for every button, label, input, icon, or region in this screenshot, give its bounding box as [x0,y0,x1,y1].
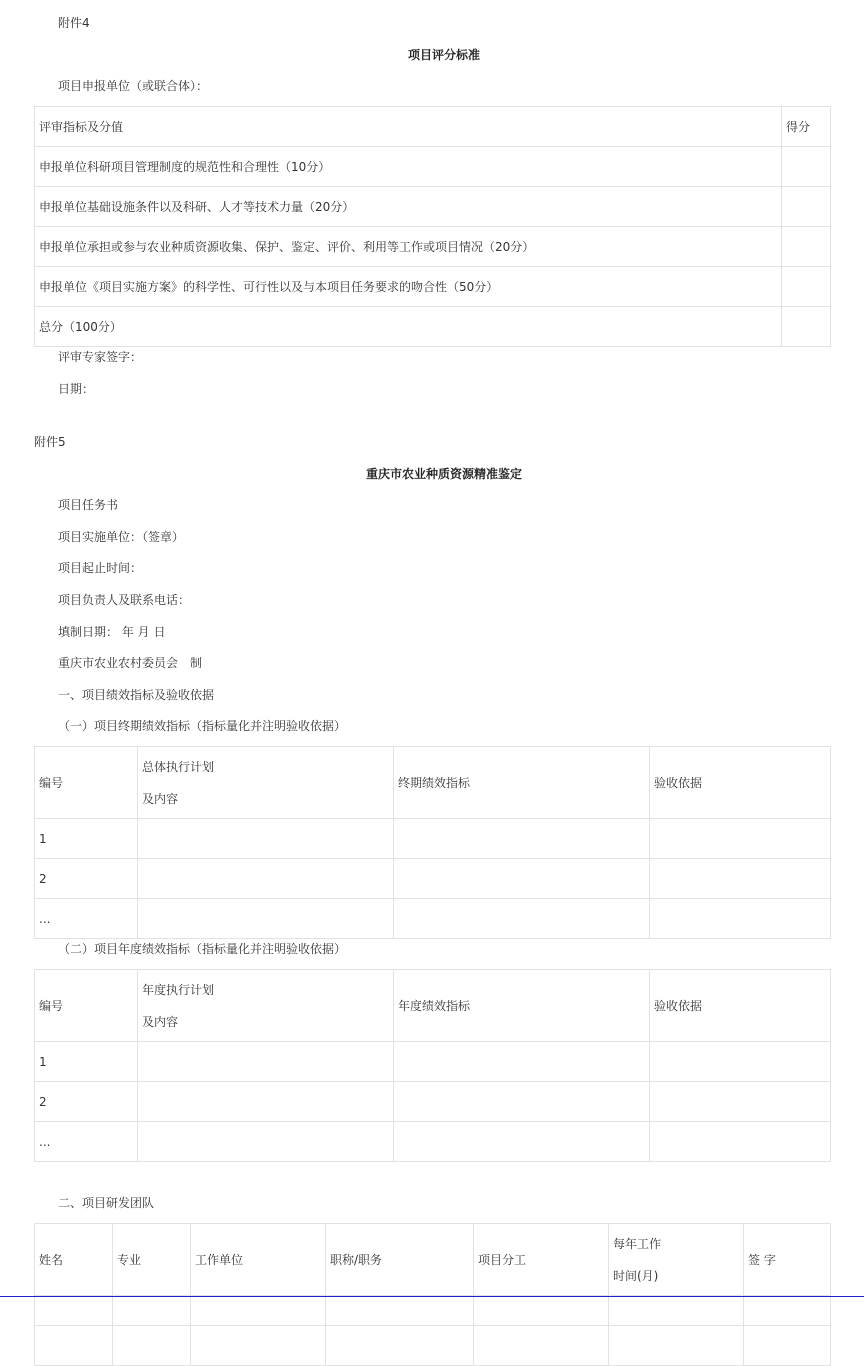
table-header-cell: 验收依据 [650,970,831,1042]
attachment4-title: 项目评分标准 [407,48,480,62]
table-header-cell: 姓名 [35,1224,113,1296]
table-row [35,1326,831,1366]
table-row [35,1042,831,1082]
table-cell [744,1296,831,1326]
table-header-cell [138,970,394,1042]
table-row [35,307,831,347]
table-cell: 1 [35,819,138,859]
table-header-cell: 编号 [35,747,138,819]
table-cell [138,859,394,899]
table-cell [326,1326,474,1366]
final-indicator-table [34,746,831,939]
table-row [35,970,831,1042]
table-cell: 1 [35,1042,138,1082]
table-row [35,1122,831,1162]
expert-signature-line: 评审专家签字： [58,350,143,364]
attachment5-title: 重庆市农业种质资源精准鉴定 [365,467,522,481]
table-cell [138,819,394,859]
section-heading: 二、项目研发团队 [58,1196,155,1210]
table-cell [35,1326,113,1366]
table-header-cell: 工作单位 [191,1224,326,1296]
scoring-table [34,106,831,347]
table-cell [138,1082,394,1122]
table-cell [650,1042,831,1082]
table-cell [609,1326,744,1366]
table-cell: 申报单位基础设施条件以及科研、人才等技术力量（20分） [35,187,782,227]
header-text: 每年工作 [613,1236,662,1251]
table-header-cell: 职称/职务 [326,1224,474,1296]
table-cell [326,1296,474,1326]
attachment5-label: 附件5 [34,435,66,449]
score-cell [782,147,831,187]
table-cell [394,899,650,939]
header-text: 及内容 [142,791,179,806]
table-cell [394,1122,650,1162]
table-row [35,187,831,227]
table-row [35,859,831,899]
table-cell [394,1082,650,1122]
subsection-heading: （一）项目终期绩效指标（指标量化并注明验收依据） [58,719,347,733]
table-cell: 2 [35,859,138,899]
table-cell [650,1082,831,1122]
table-cell [474,1296,609,1326]
header-text: 及内容 [142,1014,179,1029]
annual-indicator-table [34,969,831,1162]
issuer-line: 重庆市农业农村委员会 制 [58,656,203,670]
table-header-cell [138,747,394,819]
table-header-cell: 评审指标及分值 [35,107,782,147]
header-text: 年度执行计划 [142,982,215,997]
table-header-cell: 签 字 [744,1224,831,1296]
table-cell [113,1326,191,1366]
divider-line [0,1296,864,1297]
table-cell [650,819,831,859]
table-cell: 总分（100分） [35,307,782,347]
task-book-line: 项目任务书 [58,498,119,512]
table-cell [394,819,650,859]
attachment4-label: 附件4 [58,16,90,30]
table-row [35,227,831,267]
table-header-cell: 得分 [782,107,831,147]
score-cell [782,267,831,307]
table-row [35,107,831,147]
subsection-heading: （二）项目年度绩效指标（指标量化并注明验收依据） [58,942,347,956]
table-header-cell: 终期绩效指标 [394,747,650,819]
table-cell [650,859,831,899]
table-cell: 申报单位承担或参与农业种质资源收集、保护、鉴定、评价、利用等工作或项目情况（20分） [35,227,782,267]
table-cell [138,1042,394,1082]
applicant-unit-line: 项目申报单位（或联合体）： [58,79,209,93]
table-cell [35,1296,113,1326]
table-cell [650,1122,831,1162]
date-line: 日期： [58,382,95,396]
header-text: 总体执行计划 [142,759,215,774]
table-header-cell: 编号 [35,970,138,1042]
table-header-cell: 验收依据 [650,747,831,819]
table-header-cell: 项目分工 [474,1224,609,1296]
score-cell [782,307,831,347]
table-cell: 申报单位《项目实施方案》的科学性、可行性以及与本项目任务要求的吻合性（50分） [35,267,782,307]
table-cell [394,1042,650,1082]
table-cell [138,899,394,939]
table-row [35,1224,831,1296]
section-heading: 一、项目绩效指标及验收依据 [58,688,215,702]
table-cell [394,859,650,899]
table-row [35,147,831,187]
table-row [35,899,831,939]
table-cell [138,1122,394,1162]
table-row [35,267,831,307]
score-cell [782,187,831,227]
table-header-cell [609,1224,744,1296]
table-row [35,747,831,819]
table-cell: 2 [35,1082,138,1122]
score-cell [782,227,831,267]
table-cell [474,1326,609,1366]
implementing-unit-line: 项目实施单位：（签章） [58,530,185,544]
table-cell [191,1296,326,1326]
table-row [35,1296,831,1326]
table-header-cell: 年度绩效指标 [394,970,650,1042]
table-header-cell: 专业 [113,1224,191,1296]
table-cell [191,1326,326,1366]
table-cell: ... [35,899,138,939]
table-cell [113,1296,191,1326]
table-cell [744,1326,831,1366]
fill-date-line: 填制日期： 年 月 日 [58,625,166,639]
table-row [35,819,831,859]
table-cell [609,1296,744,1326]
table-cell: 申报单位科研项目管理制度的规范性和合理性（10分） [35,147,782,187]
header-text: 时间(月) [613,1268,659,1283]
table-cell: ... [35,1122,138,1162]
project-leader-line: 项目负责人及联系电话： [58,593,191,607]
table-cell [650,899,831,939]
table-row [35,1082,831,1122]
project-period-line: 项目起止时间： [58,561,143,575]
team-table [34,1223,831,1366]
